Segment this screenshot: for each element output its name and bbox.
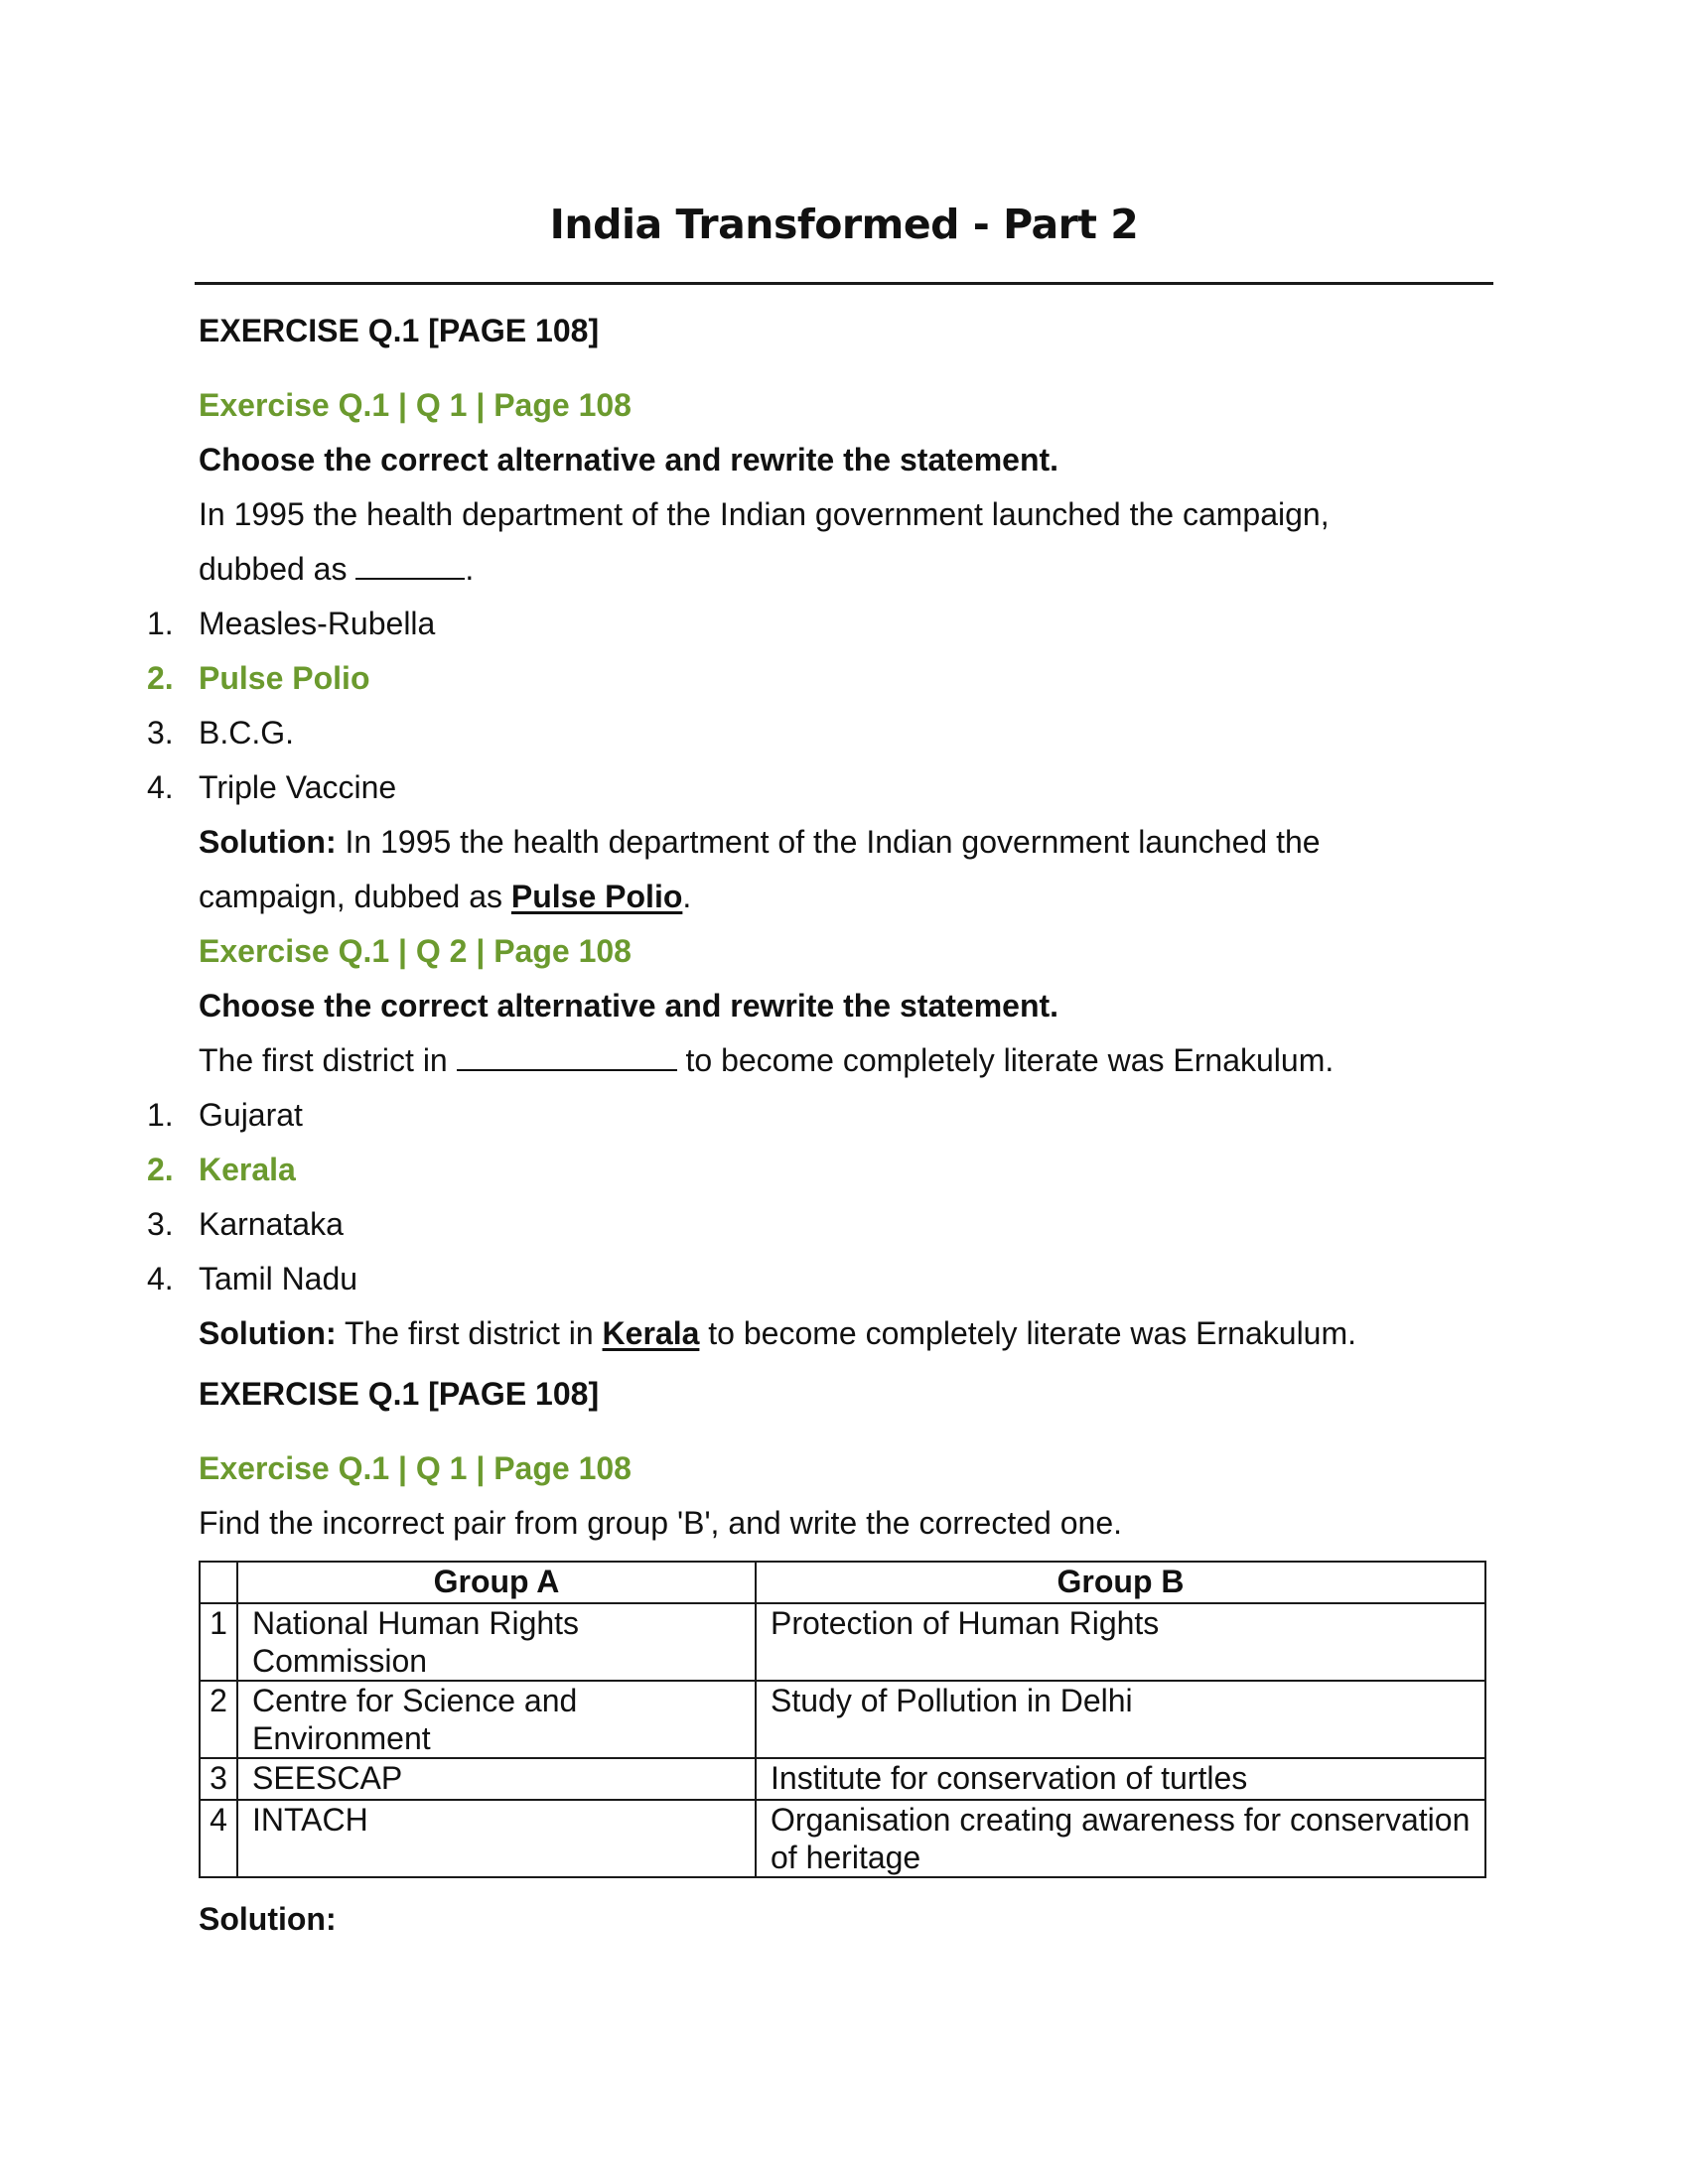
row-index: 1 bbox=[200, 1603, 237, 1681]
option-item bbox=[147, 1252, 1489, 1306]
table-header-group-b: Group B bbox=[756, 1562, 1485, 1603]
option-number: 4. bbox=[147, 769, 174, 805]
group-a-cell: Centre for Science and Environment bbox=[237, 1681, 756, 1758]
solution-line: The first district in bbox=[344, 1315, 594, 1351]
stem-text: dubbed as bbox=[199, 551, 348, 587]
option-item-correct bbox=[147, 651, 1489, 706]
solution-line: In 1995 the health department of the Indian government launched the bbox=[345, 824, 1321, 860]
fill-in-blank bbox=[457, 1039, 677, 1071]
page-title: India Transformed - Part 2 bbox=[549, 201, 1139, 248]
question-instruction: Choose the correct alternative and rewrite the statement. bbox=[199, 442, 1059, 478]
group-a-cell: INTACH bbox=[237, 1800, 756, 1877]
option-number: 2. bbox=[147, 660, 174, 696]
solution-text bbox=[199, 815, 1489, 870]
option-text: Tamil Nadu bbox=[199, 1261, 358, 1297]
row-index: 3 bbox=[200, 1758, 237, 1800]
group-a-cell: SEESCAP bbox=[237, 1758, 756, 1800]
stem-text-end: to become completely literate was Ernakulum. bbox=[685, 1042, 1335, 1078]
option-text: Triple Vaccine bbox=[199, 769, 397, 805]
question-heading: Exercise Q.1 | Q 1 | Page 108 bbox=[199, 387, 632, 423]
option-item-correct bbox=[147, 1143, 1489, 1197]
row-index: 4 bbox=[200, 1800, 237, 1877]
question-instruction: Find the incorrect pair from group 'B', and write the corrected one. bbox=[199, 1505, 1122, 1541]
option-number: 1. bbox=[147, 606, 174, 641]
solution-label: Solution: bbox=[199, 1315, 337, 1351]
group-b-cell: Institute for conservation of turtles bbox=[756, 1758, 1485, 1800]
option-item bbox=[147, 1197, 1489, 1252]
table-row bbox=[200, 1800, 1485, 1877]
group-a-cell: National Human Rights Commission bbox=[237, 1603, 756, 1681]
solution-line: campaign, dubbed as bbox=[199, 879, 502, 914]
option-number: 4. bbox=[147, 1261, 174, 1297]
question-stem: In 1995 the health department of the Indian government launched the campaign, bbox=[199, 496, 1330, 532]
section-heading: EXERCISE Q.1 [PAGE 108] bbox=[199, 1376, 600, 1412]
question-stem bbox=[199, 1033, 1489, 1088]
stem-text-end: . bbox=[465, 551, 475, 587]
option-item bbox=[147, 706, 1489, 760]
option-number: 2. bbox=[147, 1152, 174, 1187]
option-text: Measles-Rubella bbox=[199, 606, 436, 641]
solution-text bbox=[199, 1306, 1489, 1361]
option-number: 1. bbox=[147, 1097, 174, 1133]
option-text: Kerala bbox=[199, 1152, 296, 1187]
option-item bbox=[147, 597, 1489, 651]
solution-answer: Kerala bbox=[602, 1315, 700, 1351]
row-index: 2 bbox=[200, 1681, 237, 1758]
title-divider bbox=[195, 282, 1493, 285]
solution-line-end: to become completely literate was Ernakulum. bbox=[708, 1315, 1357, 1351]
table-header-row bbox=[200, 1562, 1485, 1603]
solution-answer: Pulse Polio bbox=[510, 879, 683, 914]
group-b-cell: Protection of Human Rights bbox=[756, 1603, 1485, 1681]
document-body bbox=[147, 298, 1489, 1947]
table-row bbox=[200, 1603, 1485, 1681]
group-b-cell: Study of Pollution in Delhi bbox=[756, 1681, 1485, 1758]
solution-line-end: . bbox=[682, 879, 692, 914]
table-header-index bbox=[200, 1562, 237, 1603]
table-row bbox=[200, 1758, 1485, 1800]
solution-text-continued bbox=[199, 870, 1489, 924]
solution-label: Solution: bbox=[199, 1901, 337, 1937]
option-item bbox=[147, 760, 1489, 815]
option-item bbox=[147, 1088, 1489, 1143]
question-heading: Exercise Q.1 | Q 2 | Page 108 bbox=[199, 933, 632, 969]
stem-text: The first district in bbox=[199, 1042, 448, 1078]
option-number: 3. bbox=[147, 1206, 174, 1242]
table-row bbox=[200, 1681, 1485, 1758]
question-instruction: Choose the correct alternative and rewrite the statement. bbox=[199, 988, 1059, 1024]
section-heading: EXERCISE Q.1 [PAGE 108] bbox=[199, 313, 600, 348]
option-number: 3. bbox=[147, 715, 174, 751]
table-header-group-a: Group A bbox=[237, 1562, 756, 1603]
question-stem-continued bbox=[199, 542, 1489, 597]
option-text: B.C.G. bbox=[199, 715, 295, 751]
option-text: Karnataka bbox=[199, 1206, 344, 1242]
group-b-cell: Organisation creating awareness for conservation of heritage bbox=[756, 1800, 1485, 1877]
fill-in-blank bbox=[355, 548, 465, 580]
question-heading: Exercise Q.1 | Q 1 | Page 108 bbox=[199, 1450, 632, 1486]
match-pairs-table bbox=[199, 1561, 1486, 1878]
solution-label: Solution: bbox=[199, 824, 337, 860]
option-text: Gujarat bbox=[199, 1097, 303, 1133]
option-text: Pulse Polio bbox=[199, 660, 370, 696]
